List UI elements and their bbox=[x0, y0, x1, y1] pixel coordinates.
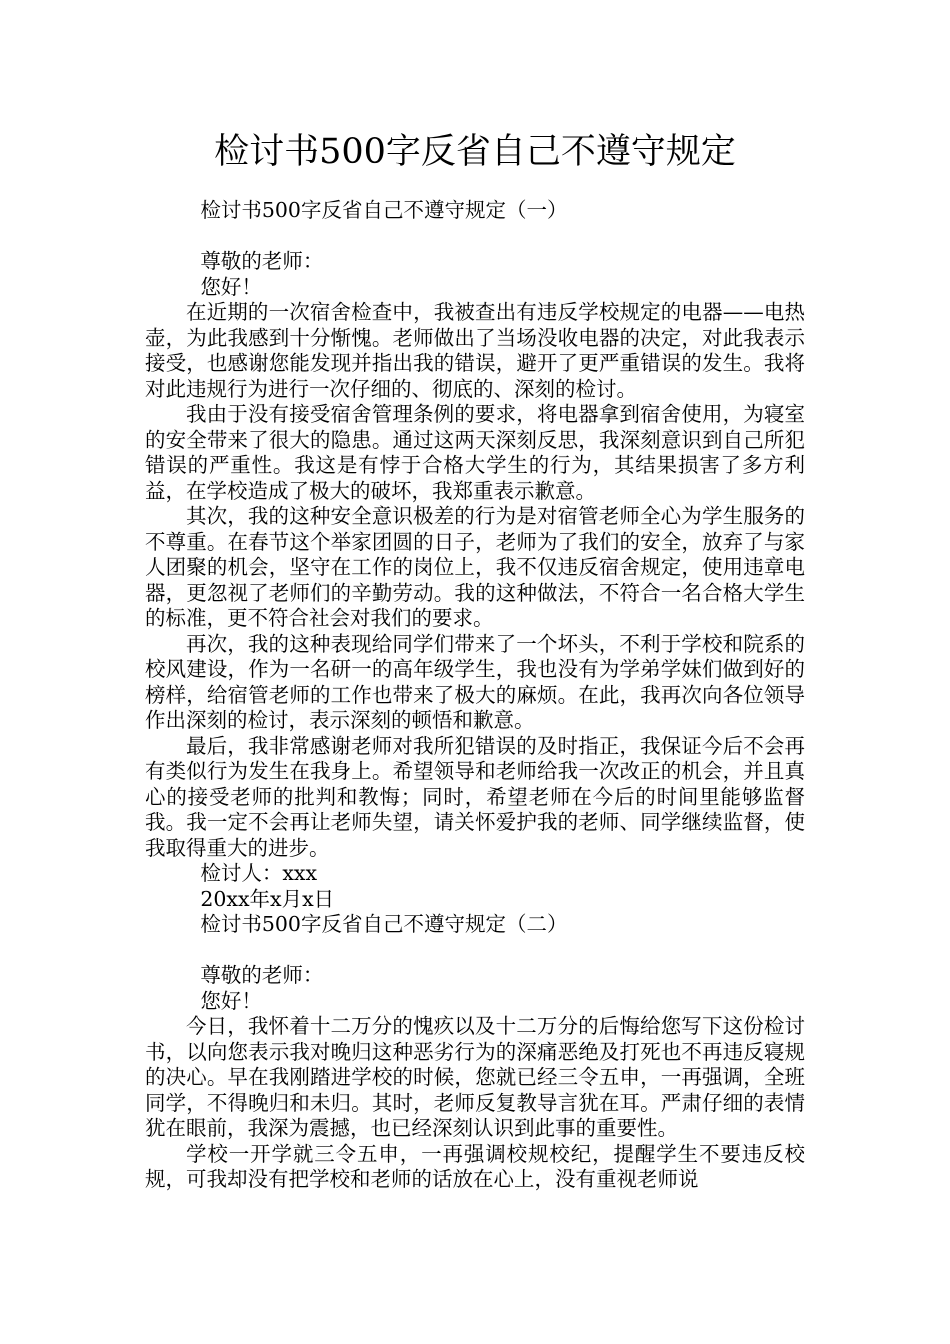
blank-line bbox=[145, 938, 805, 964]
paragraph: 在近期的一次宿舍检查中，我被查出有违反学校规定的电器——电热壶，为此我感到十分惭愧。老师做出了当场没收电器的决定，对此我表示接受，也感谢您能发现并指出我的错误，避开了更严重错误的发生。我将对此违规行为进行一次仔细的、彻底的、深刻的检讨。 bbox=[145, 300, 805, 401]
paragraph: 其次，我的这种安全意识极差的行为是对宿管老师全心为学生服务的不尊重。在春节这个举家团圆的日子，老师为了我们的安全，放弃了与家人团聚的机会，坚守在工作的岗位上，我不仅违反宿舍规定，使用违章电器，更忽视了老师们的辛勤劳动。我的这种做法，不符合一名合格大学生的标准，更不符合社会对我们的要求。 bbox=[145, 504, 805, 630]
paragraph: 我由于没有接受宿舍管理条例的要求，将电器拿到宿舍使用，为寝室的安全带来了很大的隐患。通过这两天深刻反思，我深刻意识到自己所犯错误的严重性。我这是有悖于合格大学生的行为，其结果损害了多方利益，在学校造成了极大的破坏，我郑重表示歉意。 bbox=[145, 402, 805, 503]
greeting: 您好！ bbox=[200, 988, 262, 1013]
section-subtitle: 检讨书500字反省自己不遵守规定（二） bbox=[200, 912, 568, 936]
section-two bbox=[145, 912, 805, 1193]
blank-line bbox=[145, 224, 805, 250]
greeting: 您好！ bbox=[200, 274, 262, 299]
section-one bbox=[145, 198, 805, 912]
paragraph: 再次，我的这种表现给同学们带来了一个坏头，不利于学校和院系的校风建设，作为一名研一的高年级学生，我也没有为学弟学妹们做到好的榜样，给宿管老师的工作也带来了极大的麻烦。在此，我再次向各位领导作出深刻的检讨，表示深刻的顿悟和歉意。 bbox=[145, 631, 805, 732]
paragraph: 今日，我怀着十二万分的愧疚以及十二万分的后悔给您写下这份检讨书，以向您表示我对晚归这种恶劣行为的深痛恶绝及打死也不再违反寝规的决心。早在我刚踏进学校的时候，您就已经三令五申，一再强调，全班同学，不得晚归和未归。其时，老师反复教导言犹在耳。严肃仔细的表情犹在眼前，我深为震撼，也已经深刻认识到此事的重要性。 bbox=[145, 1014, 805, 1140]
signature: 检讨人：xxx bbox=[200, 861, 318, 885]
document-page bbox=[145, 0, 805, 1193]
document-title: 检讨书500字反省自己不遵守规定 bbox=[214, 132, 736, 172]
date: 20xx年x月x日 bbox=[200, 886, 335, 911]
salutation: 尊敬的老师： bbox=[200, 963, 324, 987]
section-subtitle: 检讨书500字反省自己不遵守规定（一） bbox=[200, 198, 568, 222]
salutation: 尊敬的老师： bbox=[200, 249, 324, 273]
paragraph: 学校一开学就三令五申，一再强调校规校纪，提醒学生不要违反校规，可我却没有把学校和老师的话放在心上，没有重视老师说 bbox=[145, 1141, 805, 1191]
paragraph: 最后，我非常感谢老师对我所犯错误的及时指正，我保证今后不会再有类似行为发生在我身上。希望领导和老师给我一次改正的机会，并且真心的接受老师的批判和教悔；同时，希望老师在今后的时间里能够监督我。我一定不会再让老师失望，请关怀爱护我的老师、同学继续监督，使我取得重大的进步。 bbox=[145, 733, 805, 860]
